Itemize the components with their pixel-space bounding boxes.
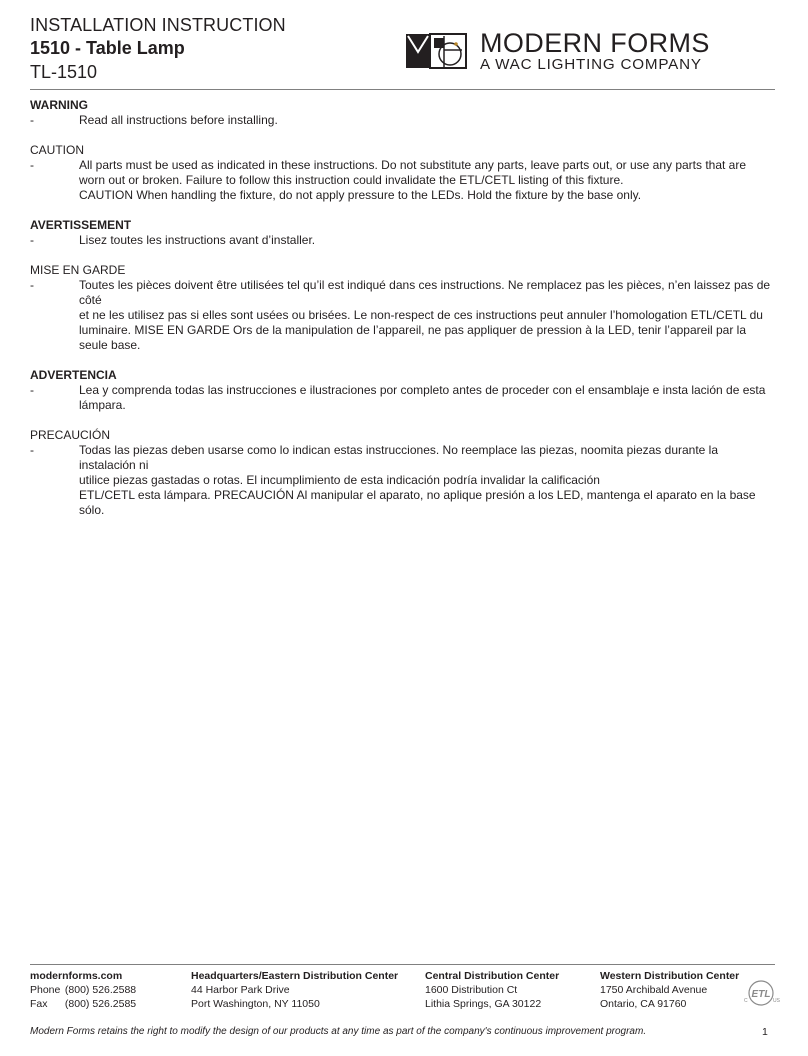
section-heading: WARNING bbox=[30, 98, 88, 112]
brand-name: MODERN FORMS bbox=[480, 28, 710, 58]
item-text: utilice piezas gastadas o rotas. El incumplimiento de esta indicación podría invalidar la calificación bbox=[79, 473, 600, 487]
section-advertencia bbox=[30, 368, 775, 413]
website-link[interactable]: modernforms.com bbox=[30, 970, 123, 982]
section-heading: CAUTION bbox=[30, 143, 84, 157]
phone-number: (800) 526.2588 bbox=[64, 984, 137, 996]
instructions-body bbox=[30, 98, 775, 533]
fax-label: Fax bbox=[30, 998, 48, 1010]
brand-tagline: A WAC LIGHTING COMPANY bbox=[480, 56, 702, 73]
list-item bbox=[30, 443, 775, 518]
list-item bbox=[30, 383, 775, 413]
address-line: 44 Harbor Park Drive bbox=[191, 984, 290, 996]
item-text: Lisez toutes les instructions avant d’installer. bbox=[79, 233, 316, 247]
section-avertissement bbox=[30, 218, 775, 248]
address-line: 1750 Archibald Avenue bbox=[600, 984, 708, 996]
footer-central-address bbox=[425, 969, 559, 1011]
list-dash: - bbox=[30, 233, 34, 247]
section-mise-en-garde bbox=[30, 263, 775, 353]
address-title: Western Distribution Center bbox=[600, 970, 740, 982]
address-line: Ontario, CA 91760 bbox=[600, 998, 687, 1010]
item-text: All parts must be used as indicated in these instructions. Do not substitute any parts, leave parts out, or use any parts that are bbox=[79, 158, 747, 172]
address-title: Headquarters/Eastern Distribution Center bbox=[191, 970, 399, 982]
list-dash: - bbox=[30, 383, 34, 397]
brand-logo bbox=[406, 28, 776, 74]
list-item bbox=[30, 233, 775, 248]
list-item bbox=[30, 158, 775, 203]
cert-c-label: C bbox=[744, 998, 748, 1004]
address-line: Port Washington, NY 11050 bbox=[191, 998, 320, 1010]
page-number: 1 bbox=[762, 1026, 768, 1038]
section-heading: MISE EN GARDE bbox=[30, 263, 126, 277]
list-item bbox=[30, 278, 775, 353]
item-text: luminaire. MISE EN GARDE Ors de la manipulation de l’appareil, ne pas appliquer de pression à la LED, tenir l’appareil par la seule base. bbox=[79, 323, 747, 352]
phone-line bbox=[30, 983, 136, 997]
list-dash: - bbox=[30, 113, 34, 127]
document-type: INSTALLATION INSTRUCTION bbox=[30, 15, 286, 35]
list-dash: - bbox=[30, 443, 34, 457]
list-item bbox=[30, 113, 775, 128]
item-text: CAUTION When handling the fixture, do not apply pressure to the LEDs. Hold the fixture by the base only. bbox=[79, 188, 642, 202]
footer-hq-address bbox=[191, 969, 398, 1011]
section-heading: PRECAUCIÓN bbox=[30, 428, 111, 442]
list-dash: - bbox=[30, 158, 34, 172]
svg-text:ETL: ETL bbox=[751, 989, 771, 1000]
cert-us-label: US bbox=[773, 998, 780, 1004]
footer-contact bbox=[30, 969, 136, 1011]
footer-western-address bbox=[600, 969, 739, 1011]
item-text: ETL/CETL esta lámpara. PRECAUCIÓN Al manipular el aparato, no aplique presión a los LED, mantenga el aparato en la base sólo. bbox=[79, 488, 756, 517]
section-precaucion bbox=[30, 428, 775, 518]
etl-listed-icon bbox=[740, 978, 782, 1008]
section-heading: ADVERTENCIA bbox=[30, 368, 117, 382]
item-text: Read all instructions before installing. bbox=[79, 113, 278, 127]
item-text: worn out or broken. Failure to follow this instruction could invalidate the ETL/CETL listing of this fixture. bbox=[79, 173, 624, 187]
fax-number: (800) 526.2585 bbox=[64, 998, 137, 1010]
footer-divider bbox=[30, 964, 775, 965]
item-text: Lea y comprenda todas las instrucciones e ilustraciones por completo antes de proceder con el ensamblaje e insta lación de esta bbox=[79, 383, 766, 397]
fax-line bbox=[30, 997, 136, 1011]
item-text: et ne les utilisez pas si elles sont usées ou brisées. Le non-respect de ces instructions peut annuler l’homologation ETL/CETL du bbox=[79, 308, 763, 322]
phone-label: Phone bbox=[30, 984, 61, 996]
modern-forms-logo-icon bbox=[406, 30, 468, 72]
address-title: Central Distribution Center bbox=[425, 970, 560, 982]
document-title: 1510 - Table Lamp bbox=[30, 38, 185, 58]
section-caution bbox=[30, 143, 775, 203]
item-text: Toutes les pièces doivent être utilisées tel qu’il est indiqué dans ces instructions. Ne remplacez pas les pièces, n’en laissez pas de côté bbox=[79, 278, 771, 307]
section-heading: AVERTISSEMENT bbox=[30, 218, 132, 232]
address-line: Lithia Springs, GA 30122 bbox=[425, 998, 542, 1010]
header-divider bbox=[30, 89, 775, 90]
item-text: Todas las piezas deben usarse como lo indican estas instrucciones. No reemplace las piezas, noomita piezas durante la instalación ni bbox=[79, 443, 719, 472]
disclaimer-text: Modern Forms retains the right to modify the design of our products at any time as part of the company's continuous improvement program. bbox=[30, 1026, 647, 1037]
list-dash: - bbox=[30, 278, 34, 292]
item-text: lámpara. bbox=[79, 398, 126, 412]
section-warning bbox=[30, 98, 775, 128]
address-line: 1600 Distribution Ct bbox=[425, 984, 518, 996]
model-number: TL-1510 bbox=[30, 62, 98, 82]
